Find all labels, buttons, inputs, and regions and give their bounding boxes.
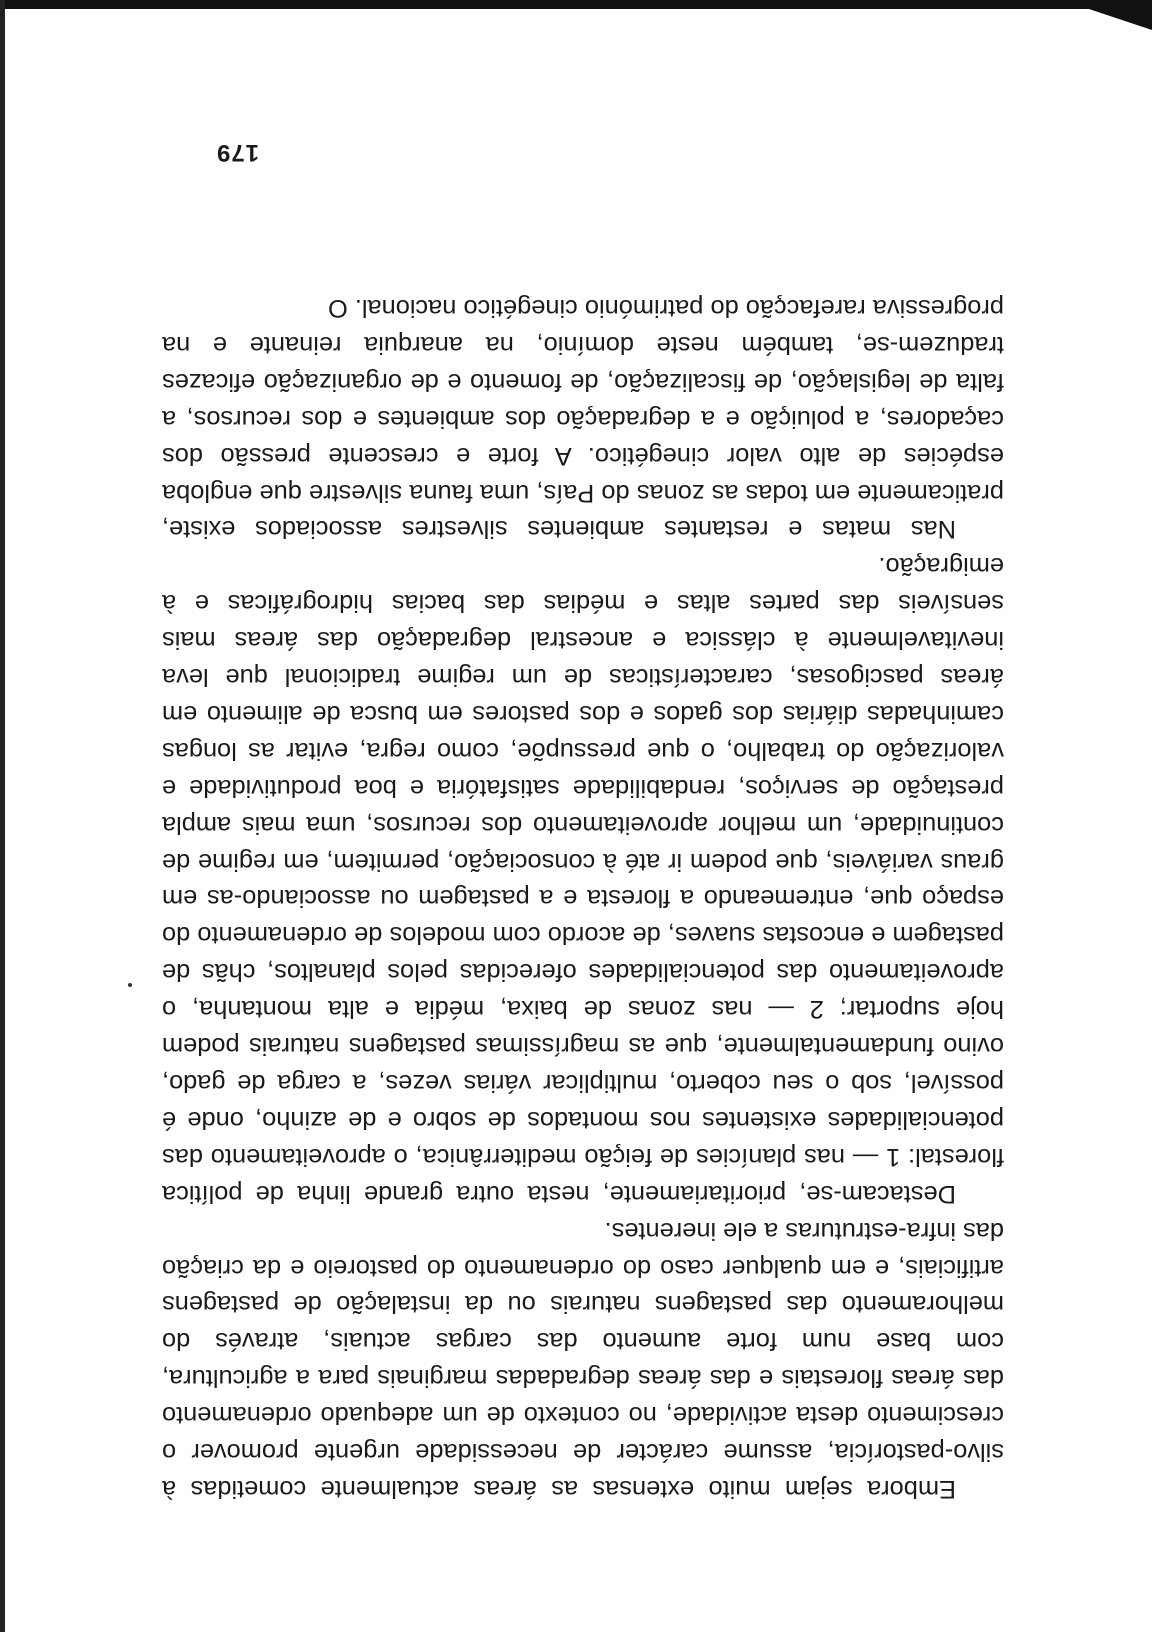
paragraph-politica-florestal: Destacam-se, prioritariamente, nesta outra grande linha de política florestal: 1 — nas planícies de feição mediterrânica, o aproveitamento das potencialidades existentes nos montados de sobro e de azinho, onde é possível, sob o seu coberto, multiplicar várias vezes, a carga de gado, ovino fundamentalmente, que as magríssimas pastagens naturais podem hoje suportar; 2 — nas zonas de baixa, média e alta montanha, o aproveitamento das potencialidades oferecidas pelos planaltos, chãs de pastagem e encostas suaves, de acordo com modelos de ordenamento do espaço que, entremeando a floresta e a pastagem ou associando-as em graus variáveis, que podem ir até à consociação, permitem, em regime de continuidade, um melhor aproveitamento dos recursos, uma mais ampla prestação de serviços, rendabilidade satisfatória e boa produtividade e valorização do trabalho, o que pressupõe, como regra, evitar as longas caminhadas diárias dos gados e dos pastores em busca de alimento em áreas pascigosas, características de um regime tradicional que leva inevitavelmente à clássica e ancestral degradação das áreas mais sensíveis das partes altas e médias das bacias hidrográficas e à emigração. xyxy=(162,552,1004,1208)
body-text xyxy=(162,289,1004,1507)
page-number: 179 xyxy=(216,139,260,166)
paragraph-silvo-pastoricia: Embora sejam muito extensas as áreas actualmente cometidas à silvo-pastorícia, assume carácter de necessidade urgente promover o crescimento desta actividade, no contexto de um adequado ordenamento das áreas florestais e das áreas degradadas marginais para a agricultura, com base num forte aumento das cargas actuais, através do melhoramento das pastagens naturais ou da instalação de pastagens artificiais, e em qualquer caso do ordenamento do pastoreio e da criação das infra-estruturas a ele inerentes. xyxy=(162,1216,1004,1503)
paragraph-fauna-silvestre: Nas matas e restantes ambientes silvestres associados existe, praticamente em todas as zonas do País, uma fauna silvestre que engloba espécies de alto valor cinegético. A forte e crescente pressão dos caçadores, a poluição e a degradação dos ambientes e dos recursos, a falta de legislação, de fiscalização, de fomento e de organização eficazes traduzem-se, também neste domínio, na anarquia reinante e na progressiva rarefacção do património cinegético nacional. O xyxy=(162,294,1004,544)
